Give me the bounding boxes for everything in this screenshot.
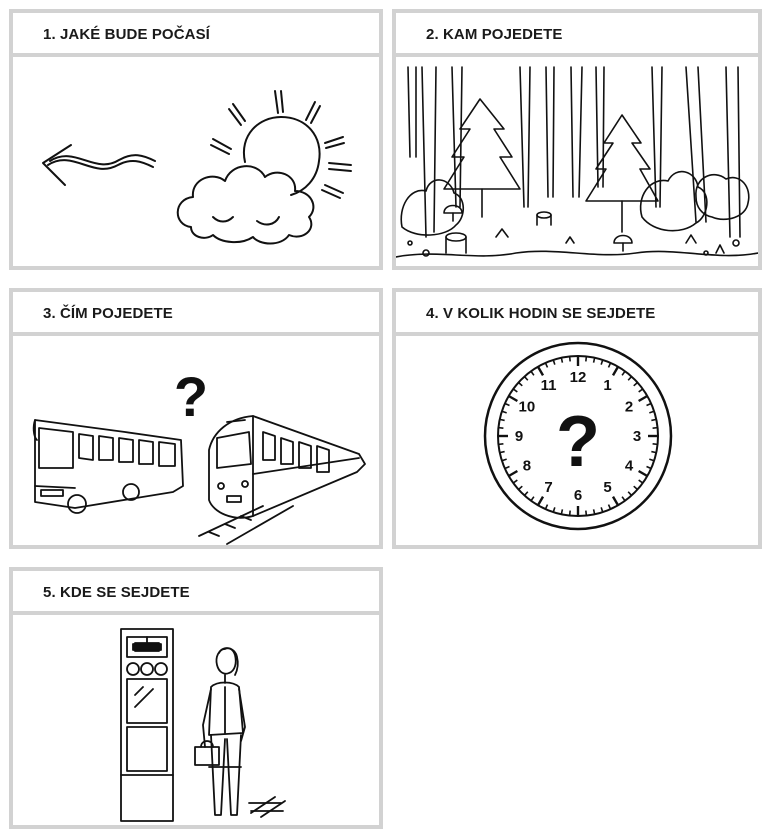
mushroom-icon	[444, 206, 632, 252]
clock-tick	[609, 363, 611, 368]
tram-stop-illustration	[13, 615, 379, 825]
clock-tick	[622, 497, 625, 501]
clock-tick	[586, 356, 587, 361]
clock-tick	[570, 356, 571, 361]
clock-tick	[524, 377, 527, 381]
panel-title: 3. ČÍM POJEDETE	[43, 305, 173, 322]
clock-tick	[545, 505, 547, 510]
panel-header	[13, 571, 379, 615]
woman-figure	[195, 648, 245, 815]
clock-tick	[519, 382, 523, 385]
clock-tick	[649, 459, 654, 461]
question-mark: ?	[556, 402, 600, 482]
clock-number: 9	[514, 428, 524, 445]
bush-icon	[401, 172, 749, 235]
clock-number: 4	[624, 457, 634, 475]
clock-tick	[634, 382, 638, 385]
forest-illustration	[396, 57, 758, 266]
panel-weather	[9, 9, 383, 270]
clock-tick	[609, 505, 611, 510]
clock-tick	[561, 358, 562, 363]
clock-tick	[651, 452, 656, 453]
clock-tick	[531, 371, 534, 375]
panel-header	[396, 13, 758, 57]
clock-tick	[628, 492, 631, 496]
ground-marks	[249, 797, 285, 817]
clock-tick	[586, 511, 587, 516]
clock-tick	[498, 444, 503, 445]
clock-number: 7	[544, 479, 553, 497]
clock-number: 12	[569, 369, 587, 386]
clock-tick	[502, 459, 507, 461]
clock-number: 11	[540, 376, 557, 394]
sun-icon	[211, 91, 351, 198]
clock-tick	[538, 497, 543, 506]
bus-icon	[34, 420, 183, 513]
panel-transport	[9, 288, 383, 549]
clock-number: 2	[624, 398, 634, 416]
weather-illustration	[13, 57, 379, 266]
clock-tick	[622, 371, 625, 375]
panel-title: 4. V KOLIK HODIN SE SEJDETE	[426, 305, 656, 322]
tram-stop-sign-icon	[121, 629, 173, 821]
clock-tick	[601, 360, 603, 365]
clock-tick	[570, 511, 571, 516]
clock-tick	[553, 360, 555, 365]
clock-number: 5	[603, 479, 612, 497]
clock-tick	[538, 367, 543, 376]
panel-meeting-place	[9, 567, 383, 829]
clock-tick	[613, 367, 618, 376]
clock-tick	[601, 507, 603, 512]
clock-number: 3	[632, 428, 642, 445]
train-icon	[199, 416, 365, 544]
clock-illustration	[396, 336, 758, 545]
clock-tick	[639, 471, 648, 476]
clock-tick	[639, 389, 643, 392]
clock-tick	[594, 358, 595, 363]
clock-tick	[649, 411, 654, 413]
clock-tick	[647, 467, 652, 469]
panel-title: 1. JAKÉ BUDE POČASÍ	[43, 26, 210, 43]
cloud-icon	[178, 166, 314, 243]
clock-tick	[553, 507, 555, 512]
clock-tick	[519, 486, 523, 489]
clock-tick	[513, 389, 517, 392]
tree-trunks	[408, 67, 740, 237]
panel-header	[396, 292, 758, 336]
clock-tick	[628, 377, 631, 381]
panel-header	[13, 292, 379, 336]
clock-tick	[500, 419, 505, 420]
clock-tick	[594, 509, 595, 514]
clock-tick	[634, 486, 638, 489]
clock-tick	[639, 396, 648, 401]
panel-destination	[392, 9, 762, 270]
transport-illustration	[13, 336, 379, 545]
clock-tick	[509, 471, 518, 476]
clock-tick	[531, 497, 534, 501]
clock-number: 1	[603, 376, 612, 394]
clock-tick	[639, 480, 643, 483]
clock-number: 8	[522, 457, 532, 475]
clock-tick	[524, 492, 527, 496]
clock-number: 10	[518, 398, 536, 416]
question-mark: ?	[173, 365, 209, 428]
clock-tick	[505, 467, 510, 469]
panel-title: 5. KDE SE SEJDETE	[43, 584, 190, 601]
clock-tick	[561, 509, 562, 514]
clock-tick	[505, 403, 510, 405]
clock-tick	[509, 396, 518, 401]
clock-tick	[500, 452, 505, 453]
wind-arrow-icon	[43, 145, 155, 185]
clock-tick	[651, 419, 656, 420]
clock-tick	[653, 428, 658, 429]
clock-tick	[498, 428, 503, 429]
clock-tick	[502, 411, 507, 413]
panel-title: 2. KAM POJEDETE	[426, 26, 563, 43]
clock-tick	[653, 444, 658, 445]
clock-tick	[613, 497, 618, 506]
clock-tick	[545, 363, 547, 368]
clock-tick	[647, 403, 652, 405]
panel-header	[13, 13, 379, 57]
panel-time	[392, 288, 762, 549]
clock-number: 6	[573, 487, 583, 504]
clock-tick	[513, 480, 517, 483]
